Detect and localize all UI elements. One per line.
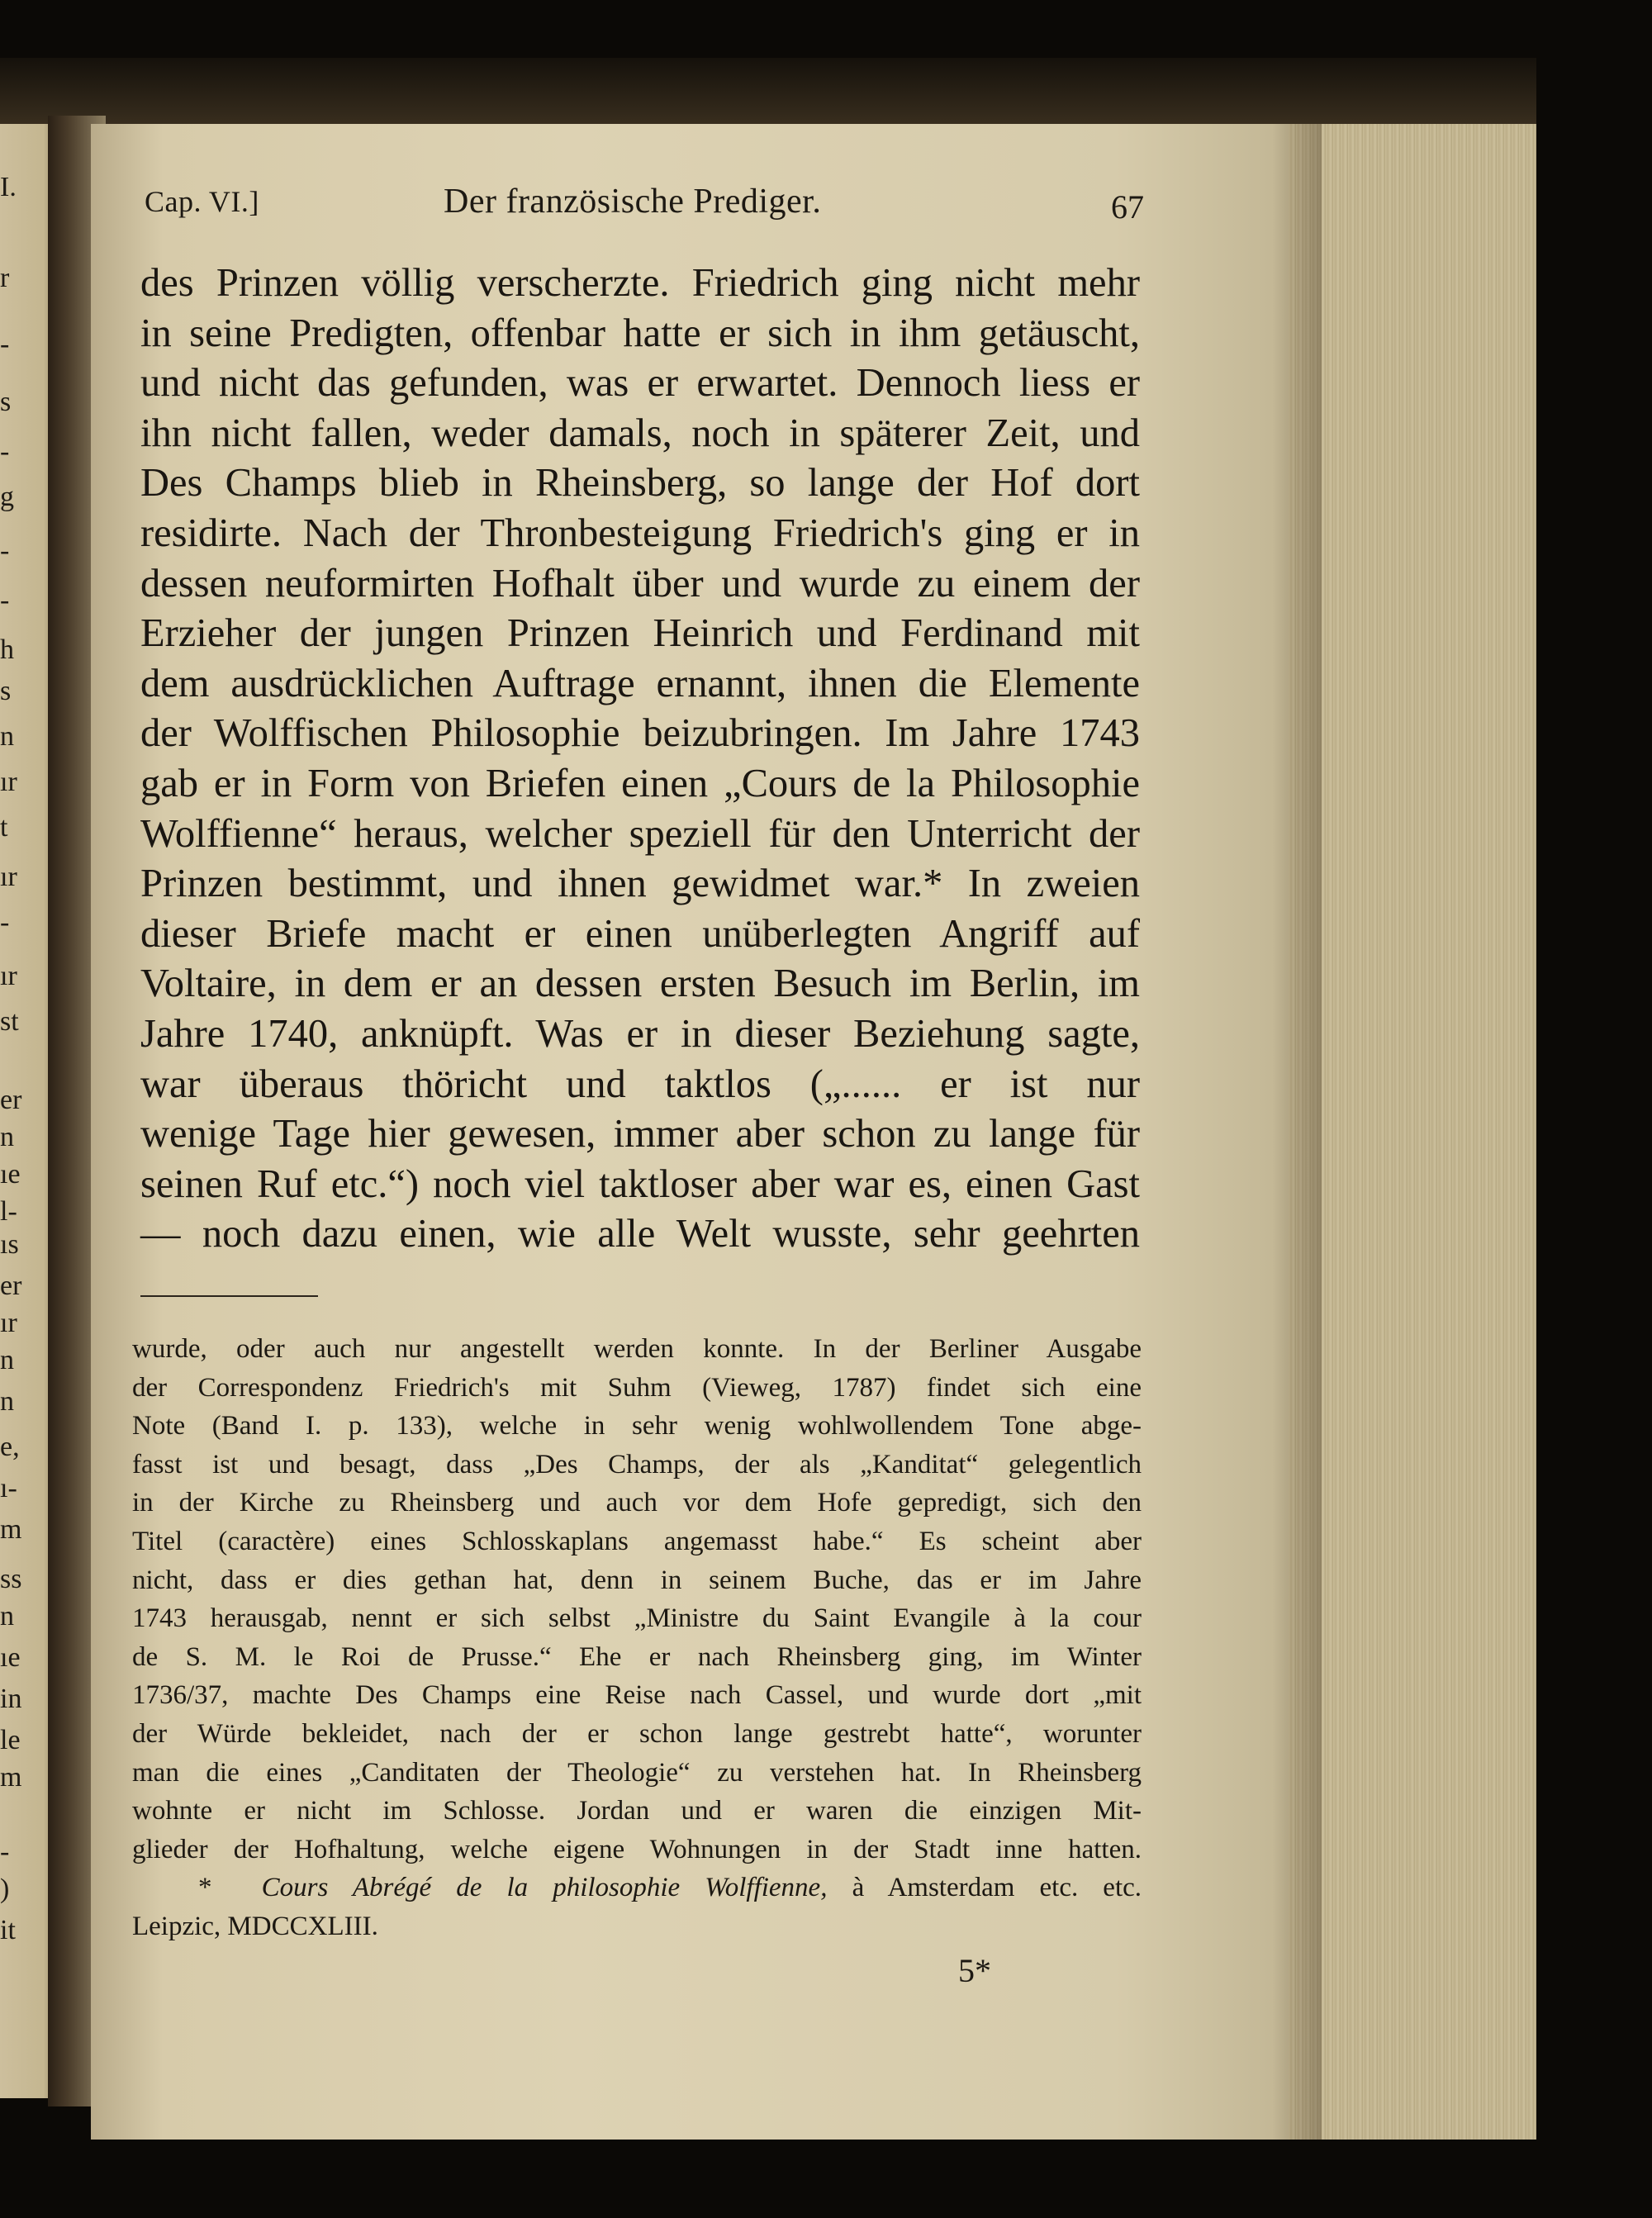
body-line: Voltaire, in dem er an dessen ersten Besuch im Berlin, im xyxy=(140,962,1140,1006)
left-margin-fragment: ıe xyxy=(0,1642,21,1673)
left-margin-fragment: r xyxy=(0,263,10,293)
body-line: wenige Tage hier gewesen, immer aber schon zu lange für xyxy=(140,1112,1140,1156)
body-line: ihn nicht fallen, weder damals, noch in späterer Zeit, und xyxy=(140,411,1140,455)
book-top-edge xyxy=(0,58,1536,128)
body-line: gab er in Form von Briefen einen „Cours de la Philosophie xyxy=(140,761,1140,805)
left-margin-fragment: t xyxy=(0,812,8,843)
left-margin-fragment: m xyxy=(0,1762,22,1793)
left-margin-fragment: er xyxy=(0,1270,22,1301)
body-line: residirte. Nach der Thronbesteigung Friedrich's ging er in xyxy=(140,511,1140,555)
left-margin-fragment: ır xyxy=(0,1308,17,1338)
page-edge-shadow xyxy=(1272,124,1322,2140)
footnote-line: Titel (caractère) eines Schlosskaplans angemasst habe.“ Es scheint aber xyxy=(132,1526,1142,1556)
left-margin-fragment: - xyxy=(0,585,10,615)
signature-mark: 5* xyxy=(958,1952,991,1989)
left-margin-fragment: le xyxy=(0,1725,21,1755)
body-text xyxy=(140,259,1140,1260)
left-margin-fragment: ) xyxy=(0,1874,10,1904)
left-margin-fragment: n xyxy=(0,1601,14,1631)
left-margin-fragment: ır xyxy=(0,767,17,797)
left-margin-fragment: n xyxy=(0,721,14,752)
body-line: seinen Ruf etc.“) noch viel taktloser aber war es, einen Gast xyxy=(140,1161,1140,1206)
body-line: Erzieher der jungen Prinzen Heinrich und Ferdinand mit xyxy=(140,611,1140,656)
footnote-line: wurde, oder auch nur angestellt werden konnte. In der Berliner Ausgabe xyxy=(132,1334,1142,1364)
left-margin-fragment: m xyxy=(0,1514,22,1545)
footnote-line: fasst ist und besagt, dass „Des Champs, der als „Kanditat“ gelegentlich xyxy=(132,1449,1142,1479)
left-margin-fragment: ıs xyxy=(0,1229,19,1260)
footnote-rule xyxy=(140,1295,318,1297)
body-line: Wolffienne“ heraus, welcher speziell für den Unterricht der xyxy=(140,811,1140,856)
left-margin-fragment: n xyxy=(0,1386,14,1417)
left-margin-fragment: ır xyxy=(0,862,17,892)
left-margin-fragment: - xyxy=(0,535,10,566)
body-line: dessen neuformirten Hofhalt über und wurde zu einem der xyxy=(140,561,1140,606)
footnote-line: de S. M. le Roi de Prusse.“ Ehe er nach Rheinsberg ging, im Winter xyxy=(132,1641,1142,1672)
left-margin-fragment: it xyxy=(0,1915,16,1945)
left-margin-fragment: n xyxy=(0,1122,14,1152)
running-title: Der französische Prediger. xyxy=(444,183,822,221)
footnote-line: 1743 herausgab, nennt er sich selbst „Ministre du Saint Evangile à la cour xyxy=(132,1603,1142,1634)
footnote-star-line xyxy=(132,1869,1142,1907)
footnote-star-title: Cours Abrégé de la philosophie Wolffienne, xyxy=(261,1873,828,1903)
body-line: der Wolffischen Philosophie beizubringen. Im Jahre 1743 xyxy=(140,711,1140,756)
footnote-line: glieder der Hofhaltung, welche eigene Wohnungen in der Stadt inne hatten. xyxy=(132,1834,1142,1864)
left-margin-fragment: ıe xyxy=(0,1159,21,1190)
footnote-line: der Correspondenz Friedrich's mit Suhm (Vieweg, 1787) findet sich eine xyxy=(132,1372,1142,1403)
left-margin-fragment: ss xyxy=(0,1564,22,1594)
left-margin-fragment: h xyxy=(0,634,14,665)
chapter-label: Cap. VI.] xyxy=(145,185,259,218)
left-margin-fragment: ı- xyxy=(0,1473,17,1503)
footnote-line: Note (Band I. p. 133), welche in sehr wenig wohlwollendem Tone abge- xyxy=(132,1411,1142,1441)
running-header xyxy=(145,169,1144,227)
body-line: Prinzen bestimmt, und ihnen gewidmet war.* In zweien xyxy=(140,862,1140,906)
left-margin-fragment: - xyxy=(0,436,10,467)
left-margin-fragment: s xyxy=(0,387,12,417)
left-margin-fragment: - xyxy=(0,329,10,359)
left-margin-fragment: g xyxy=(0,482,14,512)
body-line: — noch dazu einen, wie alle Welt wusste, sehr geehrten xyxy=(140,1212,1140,1256)
footnote-line: nicht, dass er dies gethan hat, denn in seinem Buche, das er im Jahre xyxy=(132,1565,1142,1595)
left-margin-fragment: er xyxy=(0,1085,22,1115)
footnote-star-line-2: Leipzic, MDCCXLIII. xyxy=(132,1911,378,1941)
body-line: dem ausdrücklichen Auftrage ernannt, ihnen die Elemente xyxy=(140,661,1140,705)
footnotes xyxy=(132,1330,1142,1946)
body-line: und nicht das gefunden, was er erwartet. Dennoch liess er xyxy=(140,361,1140,406)
body-line: des Prinzen völlig verscherzte. Friedrich ging nicht mehr xyxy=(140,261,1140,305)
left-margin-fragment: l- xyxy=(0,1196,17,1227)
footnote-star-marker: * xyxy=(198,1873,212,1903)
footnote-line: in der Kirche zu Rheinsberg und auch vor dem Hofe gepredigt, sich den xyxy=(132,1488,1142,1518)
left-margin-fragment: in xyxy=(0,1684,22,1714)
left-margin-fragment: s xyxy=(0,676,12,706)
left-margin-fragment: I. xyxy=(0,172,17,202)
footnote-line: 1736/37, machte Des Champs eine Reise nach Cassel, und wurde dort „mit xyxy=(132,1680,1142,1711)
footnote-star-rest: à Amsterdam etc. etc. xyxy=(852,1873,1142,1903)
footnote-line: wohnte er nicht im Schlosse. Jordan und er waren die einzigen Mit- xyxy=(132,1796,1142,1826)
page-fore-edge xyxy=(1289,124,1536,2140)
body-line: Des Champs blieb in Rheinsberg, so lange der Hof dort xyxy=(140,461,1140,506)
left-margin-fragment: st xyxy=(0,1006,19,1037)
page-number: 67 xyxy=(1111,188,1144,226)
body-line: in seine Predigten, offenbar hatte er sich in ihm getäuscht, xyxy=(140,311,1140,355)
footnote-line: der Würde bekleidet, nach der er schon lange gestrebt hatte“, worunter xyxy=(132,1718,1142,1749)
body-line: Jahre 1740, anknüpft. Was er in dieser Beziehung sagte, xyxy=(140,1011,1140,1056)
left-margin-fragment: ır xyxy=(0,961,17,991)
left-margin-fragment: n xyxy=(0,1345,14,1375)
body-line: war überaus thöricht und taktlos („...... er ist nur xyxy=(140,1062,1140,1106)
left-margin-fragment: - xyxy=(0,1836,10,1867)
footnote-line: man die eines „Canditaten der Theologie“ zu verstehen hat. In Rheinsberg xyxy=(132,1757,1142,1788)
left-margin-fragment: e, xyxy=(0,1432,20,1462)
body-line: dieser Briefe macht er einen unüberlegten Angriff auf xyxy=(140,911,1140,956)
left-margin-fragment: - xyxy=(0,907,10,938)
